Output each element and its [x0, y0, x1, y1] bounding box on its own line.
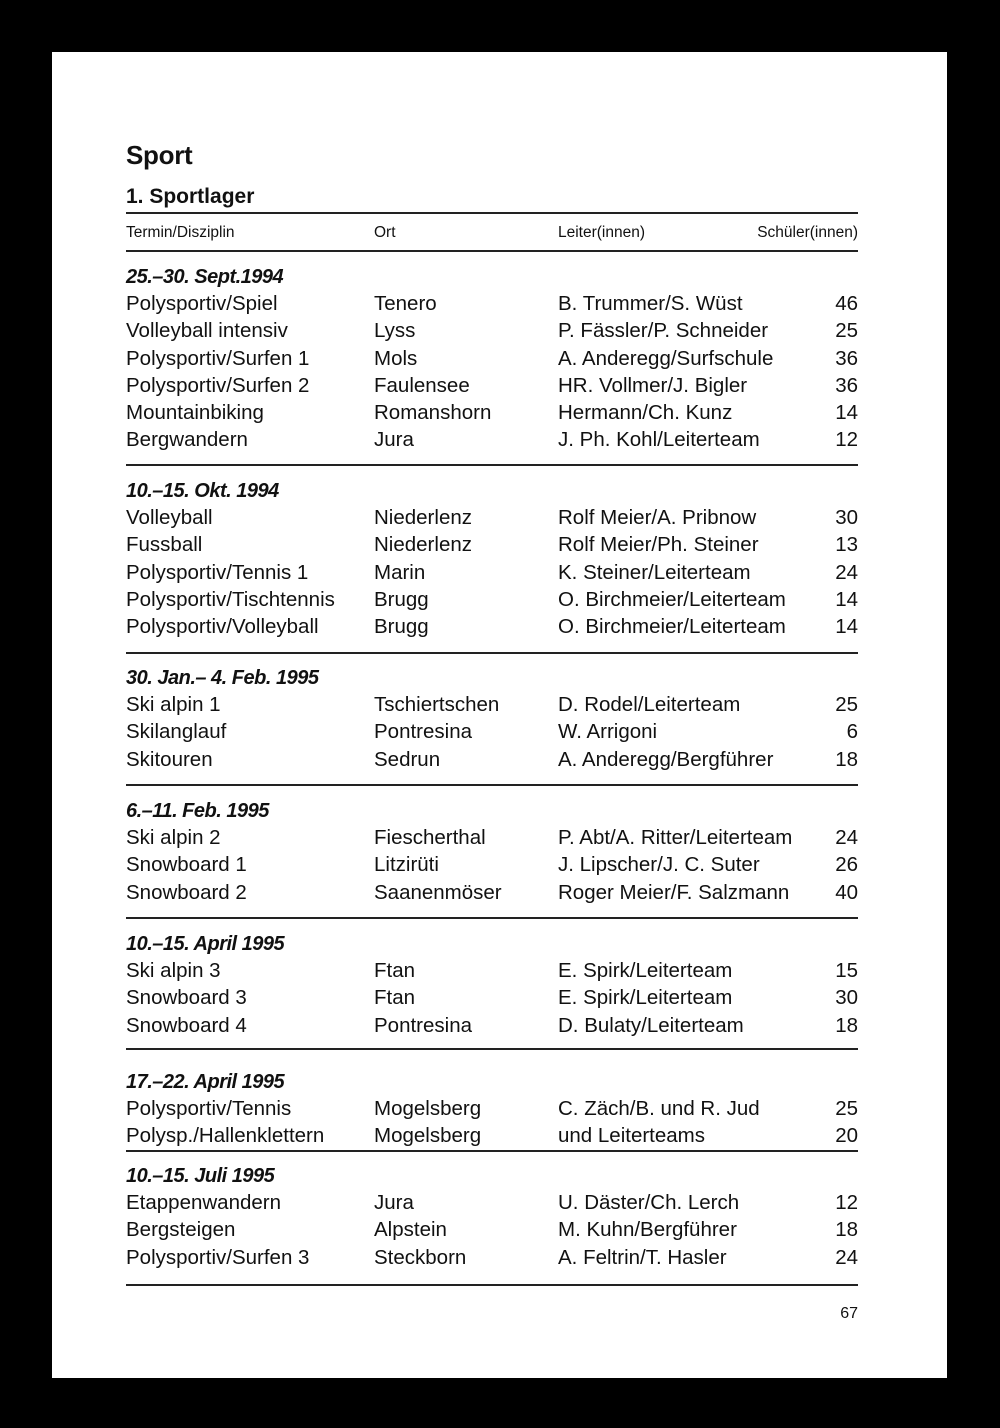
cell-disziplin: Polysportiv/Surfen 2 [126, 373, 310, 397]
cell-ort: Marin [374, 560, 426, 584]
cell-ort: Ftan [374, 959, 416, 982]
table-row [126, 824, 858, 851]
cell-leiter: O. Birchmeier/Leiterteam [558, 587, 786, 611]
cell-ort: Mogelsberg [374, 1124, 482, 1148]
cell-ort: Brugg [374, 615, 429, 639]
cell-disziplin: Polysportiv/Volleyball [126, 615, 319, 639]
header-leiter: Leiter(innen) [558, 224, 646, 241]
table-row [126, 531, 858, 558]
cell-disziplin: Skitouren [126, 747, 213, 771]
cell-schueler: 18 [835, 1218, 858, 1242]
cell-ort: Saanenmöser [374, 880, 502, 904]
table-row [126, 399, 858, 426]
header-termin: Termin/Disziplin [126, 224, 235, 241]
table-row [126, 851, 858, 878]
section-rule [126, 784, 858, 786]
cell-ort: Jura [374, 1191, 414, 1214]
date-section [126, 798, 858, 906]
header-schueler: Schüler(innen) [757, 224, 858, 241]
cell-schueler: 25 [835, 1097, 858, 1120]
cell-leiter: E. Spirk/Leiterteam [558, 986, 733, 1010]
cell-leiter: K. Steiner/Leiterteam [558, 560, 751, 584]
cell-leiter: Hermann/Ch. Kunz [558, 401, 733, 425]
cell-disziplin: Bergwandern [126, 428, 248, 452]
cell-schueler: 36 [835, 373, 858, 397]
table-row [126, 1122, 858, 1149]
section-date: 30. Jan.– 4. Feb. 1995 [126, 667, 319, 689]
cell-ort: Sedrun [374, 747, 441, 771]
cell-disziplin: Mountainbiking [126, 401, 264, 425]
cell-schueler: 12 [835, 1191, 858, 1214]
cell-disziplin: Bergsteigen [126, 1218, 236, 1242]
cell-schueler: 14 [835, 587, 858, 611]
cell-leiter: O. Birchmeier/Leiterteam [558, 615, 786, 639]
cell-disziplin: Polysportiv/Tennis 1 [126, 560, 309, 584]
section-rule [126, 1150, 858, 1152]
cell-leiter: M. Kuhn/Bergführer [558, 1218, 737, 1242]
header-bottom-rule [126, 250, 858, 252]
cell-ort: Ftan [374, 986, 416, 1010]
table-row [126, 746, 858, 773]
cell-ort: Fiescherthal [374, 826, 486, 849]
cell-leiter: C. Zäch/B. und R. Jud [558, 1097, 760, 1120]
cell-leiter: und Leiterteams [558, 1124, 706, 1148]
cell-disziplin: Ski alpin 1 [126, 693, 221, 716]
cell-leiter: J. Ph. Kohl/Leiterteam [558, 428, 760, 452]
cell-schueler: 20 [835, 1124, 858, 1148]
cell-disziplin: Polysportiv/Spiel [126, 292, 278, 315]
cell-schueler: 14 [835, 615, 858, 639]
table-row [126, 290, 858, 317]
cell-disziplin: Ski alpin 3 [126, 959, 221, 982]
page-number: 67 [840, 1305, 858, 1322]
section-rule [126, 652, 858, 654]
cell-ort: Steckborn [374, 1245, 467, 1269]
cell-leiter: Roger Meier/F. Salzmann [558, 880, 790, 904]
cell-leiter: A. Feltrin/T. Hasler [558, 1245, 727, 1269]
table-row [126, 1216, 858, 1243]
cell-schueler: 18 [835, 747, 858, 771]
section-date: 25.–30. Sept.1994 [126, 266, 284, 288]
table-row [126, 1189, 858, 1216]
cell-schueler: 26 [835, 853, 858, 877]
table-row [126, 691, 858, 718]
date-section [126, 264, 858, 454]
cell-disziplin: Polysportiv/Tennis [126, 1097, 292, 1120]
table-header [126, 224, 858, 246]
cell-schueler: 30 [835, 986, 858, 1010]
date-section [126, 931, 858, 1039]
date-section [126, 665, 858, 773]
cell-leiter: A. Anderegg/Bergführer [558, 747, 774, 771]
table-row [126, 879, 858, 906]
cell-ort: Niederlenz [374, 533, 472, 557]
cell-schueler: 25 [835, 319, 858, 343]
cell-disziplin: Snowboard 1 [126, 853, 247, 877]
cell-schueler: 13 [835, 533, 858, 557]
cell-leiter: HR. Vollmer/J. Bigler [558, 373, 748, 397]
cell-ort: Mols [374, 346, 418, 370]
cell-schueler: 36 [835, 346, 858, 370]
table-row [126, 957, 858, 984]
section-rule [126, 1048, 858, 1050]
cell-disziplin: Polysportiv/Surfen 3 [126, 1245, 310, 1269]
table-row [126, 586, 858, 613]
table-row [126, 1012, 858, 1039]
cell-schueler: 30 [835, 506, 858, 529]
section-date: 10.–15. Okt. 1994 [126, 480, 279, 502]
cell-schueler: 18 [835, 1013, 858, 1037]
section-rule [126, 917, 858, 919]
cell-disziplin: Polysp./Hallenklettern [126, 1124, 325, 1148]
cell-leiter: P. Abt/A. Ritter/Leiterteam [558, 826, 793, 849]
cell-ort: Pontresina [374, 720, 473, 744]
cell-disziplin: Snowboard 3 [126, 986, 247, 1010]
cell-disziplin: Snowboard 2 [126, 880, 247, 904]
table-row [126, 504, 858, 531]
cell-ort: Jura [374, 428, 414, 452]
section-date: 10.–15. Juli 1995 [126, 1165, 275, 1187]
cell-schueler: 12 [835, 428, 858, 452]
header-ort: Ort [374, 224, 396, 241]
cell-disziplin: Fussball [126, 533, 203, 557]
cell-disziplin: Etappenwandern [126, 1191, 282, 1214]
cell-leiter: W. Arrigoni [558, 720, 658, 744]
cell-ort: Pontresina [374, 1013, 473, 1037]
cell-schueler: 24 [835, 560, 858, 584]
cell-leiter: D. Bulaty/Leiterteam [558, 1013, 744, 1037]
cell-schueler: 46 [835, 292, 858, 315]
table-row [126, 984, 858, 1011]
table-row [126, 613, 858, 640]
section-date: 10.–15. April 1995 [126, 933, 285, 955]
section-rule [126, 464, 858, 466]
table-row [126, 559, 858, 586]
table-row [126, 1244, 858, 1271]
cell-ort: Mogelsberg [374, 1097, 482, 1120]
cell-ort: Tschiertschen [374, 693, 500, 716]
cell-leiter: A. Anderegg/Surfschule [558, 346, 774, 370]
table-row [126, 317, 858, 344]
cell-schueler: 14 [835, 401, 858, 425]
section-date: 17.–22. April 1995 [126, 1071, 285, 1093]
cell-ort: Romanshorn [374, 401, 492, 425]
table-row [126, 345, 858, 372]
table-row [126, 372, 858, 399]
cell-disziplin: Volleyball intensiv [126, 319, 288, 343]
cell-leiter: Rolf Meier/Ph. Steiner [558, 533, 759, 557]
cell-schueler: 40 [835, 880, 858, 904]
document-page [52, 52, 947, 1378]
date-section [126, 1069, 858, 1150]
cell-schueler: 15 [835, 959, 858, 982]
cell-disziplin: Volleyball [126, 506, 213, 529]
section-subtitle: 1. Sportlager [126, 185, 255, 208]
cell-ort: Litzirüti [374, 853, 439, 877]
header-top-rule [126, 212, 858, 214]
cell-ort: Lyss [374, 319, 416, 343]
cell-schueler: 25 [835, 693, 858, 716]
cell-ort: Tenero [374, 292, 437, 315]
cell-schueler: 24 [835, 1245, 858, 1269]
cell-ort: Niederlenz [374, 506, 472, 529]
section-date: 6.–11. Feb. 1995 [126, 800, 269, 822]
cell-leiter: J. Lipscher/J. C. Suter [558, 853, 760, 877]
section-rule [126, 1284, 858, 1286]
cell-leiter: P. Fässler/P. Schneider [558, 319, 769, 343]
date-section [126, 1163, 858, 1271]
cell-leiter: E. Spirk/Leiterteam [558, 959, 733, 982]
cell-disziplin: Polysportiv/Tischtennis [126, 587, 335, 611]
cell-leiter: B. Trummer/S. Wüst [558, 292, 743, 315]
cell-ort: Brugg [374, 587, 429, 611]
table-row [126, 1095, 858, 1122]
cell-ort: Alpstein [374, 1218, 447, 1242]
cell-disziplin: Polysportiv/Surfen 1 [126, 346, 310, 370]
cell-leiter: U. Däster/Ch. Lerch [558, 1191, 740, 1214]
cell-leiter: Rolf Meier/A. Pribnow [558, 506, 757, 529]
table-row [126, 718, 858, 745]
cell-disziplin: Skilanglauf [126, 720, 227, 744]
cell-disziplin: Ski alpin 2 [126, 826, 221, 849]
date-section [126, 478, 858, 640]
cell-leiter: D. Rodel/Leiterteam [558, 693, 741, 716]
cell-ort: Faulensee [374, 373, 470, 397]
cell-schueler: 6 [846, 720, 858, 744]
table-row [126, 426, 858, 453]
cell-disziplin: Snowboard 4 [126, 1013, 247, 1037]
cell-schueler: 24 [835, 826, 858, 849]
page-title: Sport [126, 140, 193, 170]
